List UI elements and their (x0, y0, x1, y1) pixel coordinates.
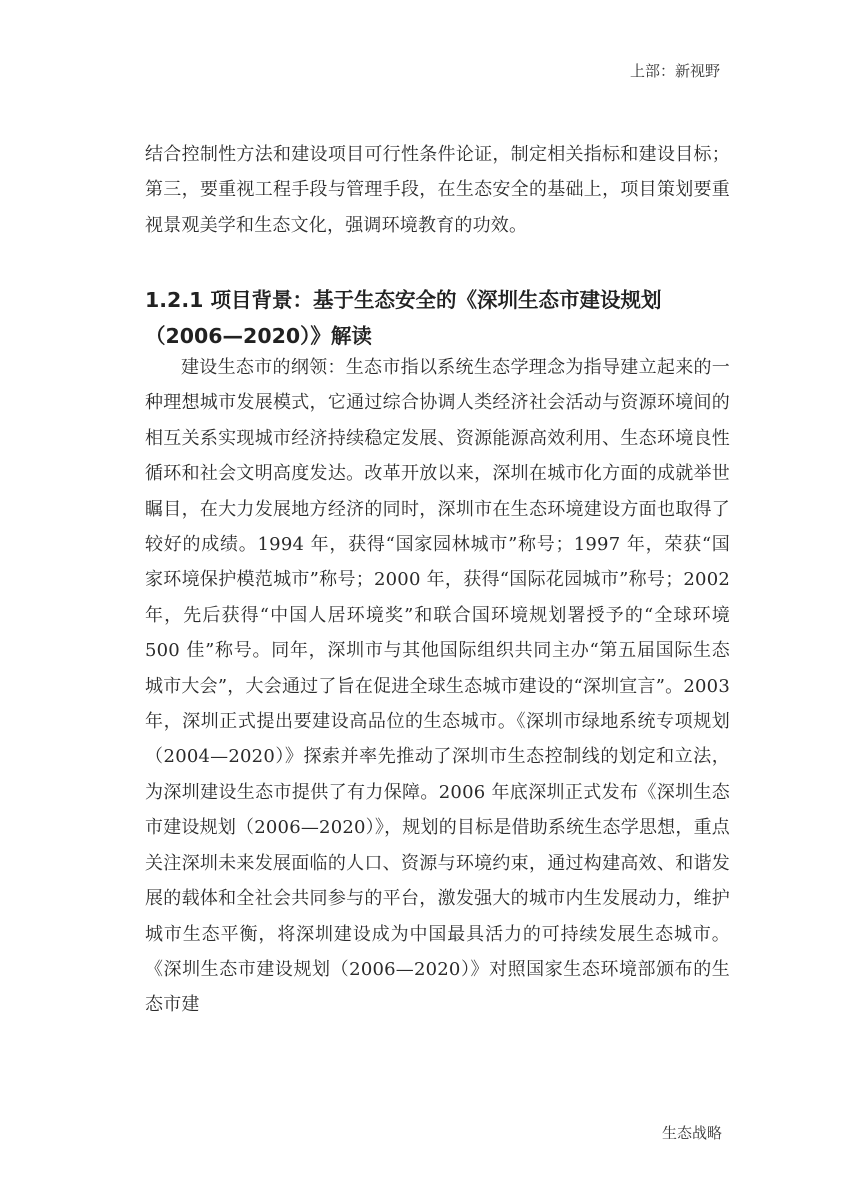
body-paragraph: 建设生态市的纲领：生态市指以系统生态学理念为指导建立起来的一种理想城市发展模式，它通过综合协调人类经济社会活动与资源环境间的相互关系实现城市经济持续稳定发展、资源能源高效利用、生态环境良性循环和社会文明高度发达。改革开放以来，深圳在城市化方面的成就举世瞩目，在大力发展地方经济的同时，深圳市在生态环境建设方面也取得了较好的成绩。1994 年，获得“国家园林城市”称号；1997 年，荣获“国家环境保护模范城市”称号；2000 年，获得“国际花园城市”称号；2002 年，先后获得“中国人居环境奖”和联合国环境规划署授予的“全球环境 500 佳”称号。同年，深圳市与其他国际组织共同主办“第五届国际生态城市大会”，大会通过了旨在促进全球生态城市建设的“深圳宣言”。2003 年，深圳正式提出要建设高品位的生态城市。《深圳市绿地系统专项规划（2004—2020）》探索并率先推动了深圳市生态控制线的划定和立法，为深圳建设生态市提供了有力保障。2006 年底深圳正式发布《深圳生态市建设规划（2006—2020）》，规划的目标是借助系统生态学思想，重点关注深圳未来发展面临的人口、资源与环境约束，通过构建高效、和谐发展的载体和全社会共同参与的平台，激发强大的城市内生发展动力，维护城市生态平衡，将深圳建设成为中国最具活力的可持续发展生态城市。《深圳生态市建设规划（2006—2020）》对照国家生态环境部颁布的生态市建 (145, 357, 730, 1016)
running-footer: 生态战略 (661, 1124, 722, 1142)
body-paragraph: 结合控制性方法和建设项目可行性条件论证，制定相关指标和建设目标；第三，要重视工程手段与管理手段，在生态安全的基础上，项目策划要重视景观美学和生态文化，强调环境教育的功效。 (145, 144, 730, 236)
running-header: 上部：新视野 (629, 62, 720, 80)
section-heading: 1.2.1 项目背景：基于生态安全的《深圳生态市建设规划（2006—2020）》解读 (145, 288, 662, 348)
